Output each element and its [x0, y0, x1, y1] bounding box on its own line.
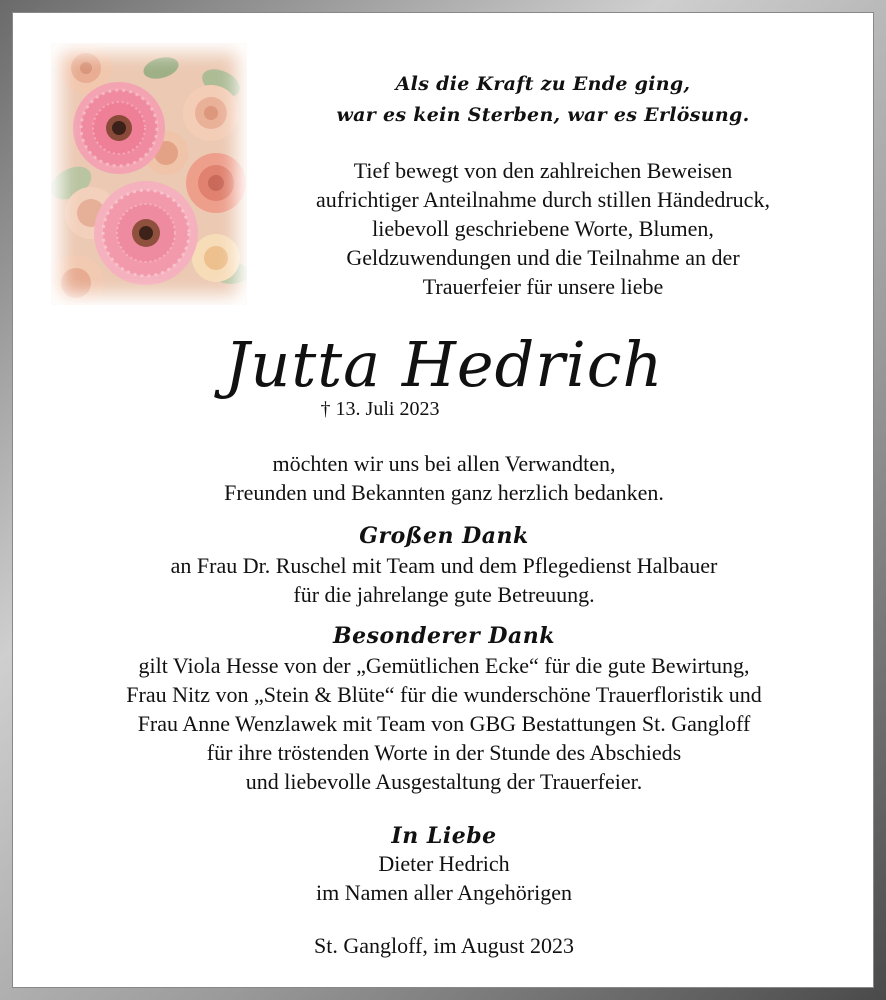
flower-illustration [51, 43, 247, 305]
place-date: St. Gangloff, im August 2023 [314, 933, 574, 958]
obituary-card [12, 12, 874, 988]
motto-line-2: war es kein Sterben, war es Erlösung. [336, 104, 750, 126]
death-date: † 13. Juli 2023 [320, 398, 440, 420]
flower-image [51, 43, 247, 305]
thanks-text [13, 449, 875, 507]
signature-heading: In Liebe [391, 823, 497, 849]
thanks-line: Freunden und Bekannten ganz herzlich bedanken. [224, 480, 664, 505]
deceased-name: Jutta Hedrich [224, 328, 664, 401]
signature-subline: im Namen aller Angehörigen [316, 880, 572, 905]
big-thanks-heading: Großen Dank [359, 523, 529, 549]
intro-line: Tief bewegt von den zahlreichen Beweisen [353, 158, 733, 183]
special-thanks-text [13, 651, 875, 796]
special-thanks-line: Frau Anne Wenzlawek mit Team von GBG Bestattungen St. Gangloff [137, 711, 751, 736]
intro-line: liebevoll geschriebene Worte, Blumen, [372, 216, 714, 241]
big-thanks-line: an Frau Dr. Ruschel mit Team und dem Pflegedienst Halbauer [170, 553, 718, 578]
special-thanks-heading: Besonderer Dank [333, 623, 555, 649]
thanks-line: möchten wir uns bei allen Verwandten, [272, 451, 616, 476]
special-thanks-line: Frau Nitz von „Stein & Blüte“ für die wunderschöne Trauerfloristik und [126, 682, 762, 707]
motto [253, 69, 833, 131]
special-thanks-line: gilt Viola Hesse von der „Gemütlichen Ecke“ für die gute Bewirtung, [138, 653, 750, 678]
big-thanks-line: für die jahrelange gute Betreuung. [293, 582, 595, 607]
signature-text [13, 849, 875, 907]
special-thanks-line: für ihre tröstenden Worte in der Stunde des Abschieds [206, 740, 682, 765]
signature-name: Dieter Hedrich [378, 851, 510, 876]
intro-line: Geldzuwendungen und die Teilnahme an der [346, 245, 740, 270]
intro-text [253, 156, 833, 301]
big-thanks-text [13, 551, 875, 609]
motto-line-1: Als die Kraft zu Ende ging, [395, 73, 691, 95]
special-thanks-line: und liebevolle Ausgestaltung der Trauerfeier. [245, 769, 643, 794]
intro-line: aufrichtiger Anteilnahme durch stillen Händedruck, [316, 187, 770, 212]
intro-line: Trauerfeier für unsere liebe [422, 274, 664, 299]
